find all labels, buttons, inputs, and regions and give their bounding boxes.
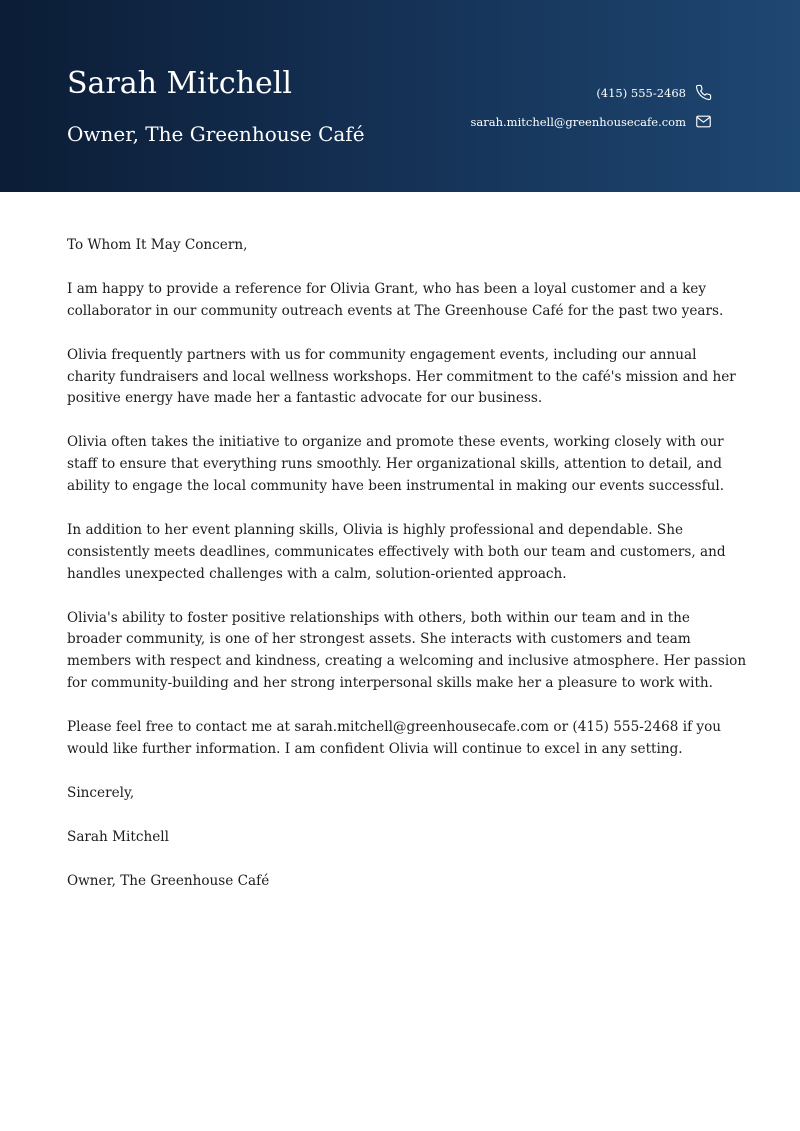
sender-name: Sarah Mitchell (67, 66, 292, 101)
signature-title: Owner, The Greenhouse Café (67, 872, 270, 889)
paragraph-4: In addition to her event planning skills, Olivia is highly professional and dependable. She consistently meets deadlines, communicates effectively with both our team and customers, and handles unexpected challenges with a calm, solution-oriented approach. (67, 521, 726, 582)
paragraph-1: I am happy to provide a reference for Olivia Grant, who has been a loyal customer and a key collaborator in our community outreach events at The Greenhouse Café for the past two years. (67, 280, 724, 319)
closing: Sincerely, (67, 784, 135, 801)
contact-email (471, 113, 713, 130)
contact-phone (596, 84, 712, 101)
signature-name: Sarah Mitchell (67, 828, 169, 845)
paragraph-2: Olivia frequently partners with us for community engagement events, including our annual charity fundraisers and local wellness workshops. Her commitment to the café's mission and her positive energy have made her a fantastic advocate for our business. (67, 346, 736, 407)
salutation: To Whom It May Concern, (67, 237, 248, 253)
sender-title: Owner, The Greenhouse Café (67, 122, 365, 146)
paragraph-3: Olivia often takes the initiative to organize and promote these events, working closely with our staff to ensure that everything runs smoothly. Her organizational skills, attention to detail, and ability to engage the local community have been instrumental in making our events successful. (67, 434, 725, 494)
envelope-icon (695, 113, 712, 130)
paragraph-5: Olivia's ability to foster positive relationships with others, both within our team and in the broader community, is one of her strongest assets. She interacts with customers and team members with respect and kindness, creating a welcoming and inclusive atmosphere. Her passion for community-building and her strong interpersonal skills make her a pleasure to work with. (67, 609, 747, 691)
phone-number: (415) 555-2468 (596, 85, 686, 100)
paragraph-6: Please feel free to contact me at sarah.mitchell@greenhousecafe.com or (415) 555-2468 if you would like further information. I am confident Olivia will continue to excel in any setting. (67, 718, 722, 757)
email-address: sarah.mitchell@greenhousecafe.com (470, 114, 686, 129)
letter-header (0, 0, 800, 192)
phone-icon (695, 84, 712, 101)
letter-body (67, 235, 747, 915)
